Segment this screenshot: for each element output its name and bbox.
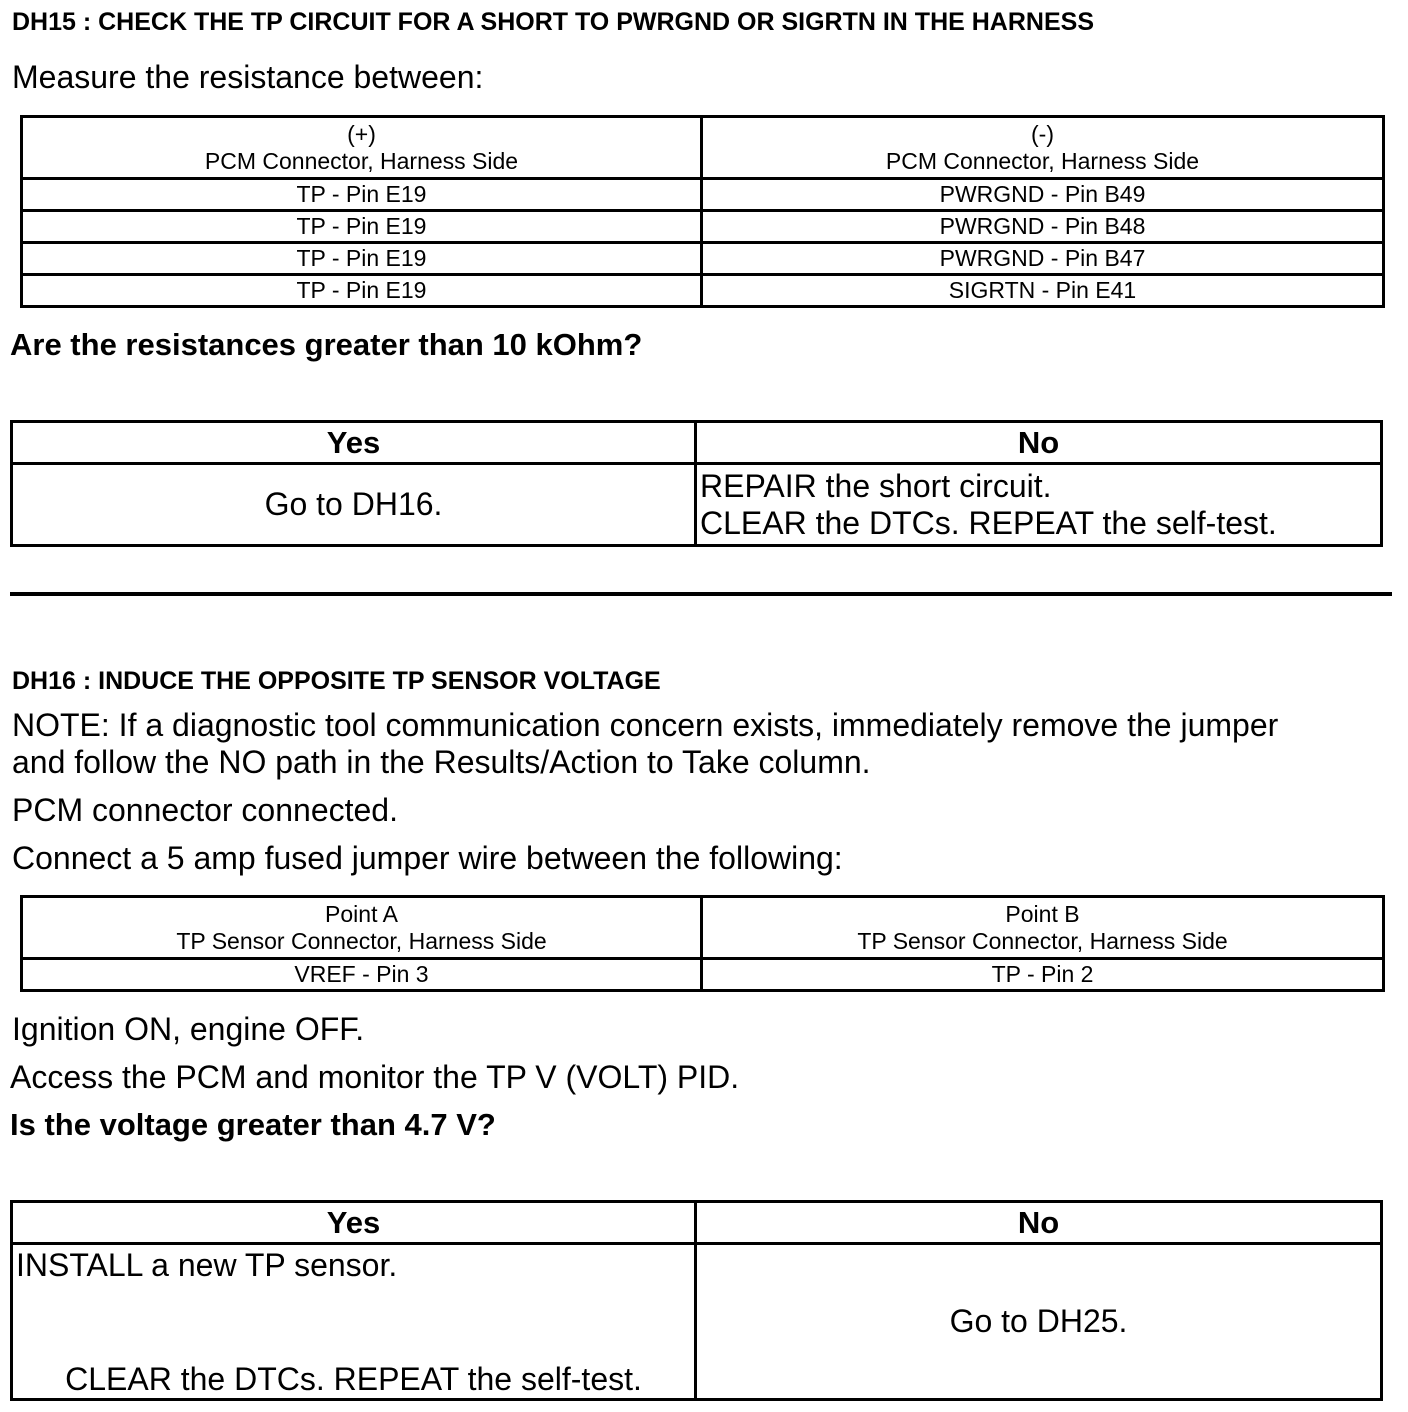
dh16-jumper-table bbox=[20, 895, 1385, 992]
table-cell: SIGRTN - Pin E41 bbox=[702, 275, 1384, 307]
dh15-no-header: No bbox=[696, 422, 1382, 464]
dh15-table-header-row bbox=[22, 117, 1384, 179]
dh15-header-minus bbox=[702, 117, 1384, 179]
dh16-header-point-a-line2: TP Sensor Connector, Harness Side bbox=[176, 927, 547, 954]
table-row bbox=[22, 243, 1384, 275]
dh16-step-monitor: Access the PCM and monitor the TP V (VOLT) PID. bbox=[10, 1059, 740, 1095]
table-cell: TP - Pin E19 bbox=[22, 275, 702, 307]
dh15-header-plus-line2: PCM Connector, Harness Side bbox=[204, 147, 519, 174]
dh16-header-point-b-line2: TP Sensor Connector, Harness Side bbox=[857, 927, 1228, 954]
dh15-header-minus-line2: PCM Connector, Harness Side bbox=[885, 147, 1200, 174]
dh15-intro: Measure the resistance between: bbox=[12, 59, 484, 95]
dh16-table-header-row bbox=[22, 897, 1384, 959]
dh16-result-table bbox=[10, 1200, 1383, 1401]
dh16-result-header-row bbox=[12, 1202, 1382, 1244]
dh16-no-header: No bbox=[696, 1202, 1382, 1244]
dh16-header-point-a bbox=[22, 897, 702, 959]
dh15-question: Are the resistances greater than 10 kOhm? bbox=[10, 327, 643, 362]
dh15-no-action bbox=[696, 464, 1382, 546]
table-cell: TP - Pin E19 bbox=[22, 243, 702, 275]
dh16-header-point-b bbox=[702, 897, 1384, 959]
dh15-no-action-line1: REPAIR the short circuit. bbox=[700, 467, 1052, 504]
dh15-header-plus-line1: (+) bbox=[347, 120, 376, 147]
dh15-yes-action: Go to DH16. bbox=[12, 464, 696, 546]
table-cell: TP - Pin E19 bbox=[22, 179, 702, 211]
table-cell: PWRGND - Pin B48 bbox=[702, 211, 1384, 243]
dh16-note-line2: and follow the NO path in the Results/Action to Take column. bbox=[12, 744, 871, 780]
dh16-heading: DH16 : INDUCE THE OPPOSITE TP SENSOR VOLTAGE bbox=[12, 667, 661, 695]
dh15-yes-header: Yes bbox=[12, 422, 696, 464]
dh16-question: Is the voltage greater than 4.7 V? bbox=[10, 1107, 496, 1142]
dh15-header-minus-line1: (-) bbox=[1031, 120, 1054, 147]
dh16-step-jumper: Connect a 5 amp fused jumper wire between the following: bbox=[12, 840, 843, 876]
table-cell: TP - Pin 2 bbox=[702, 959, 1384, 991]
dh15-no-action-line2: CLEAR the DTCs. REPEAT the self-test. bbox=[700, 504, 1277, 541]
table-cell: TP - Pin E19 bbox=[22, 211, 702, 243]
dh16-header-point-a-line1: Point A bbox=[325, 900, 398, 927]
dh16-yes-action bbox=[12, 1244, 696, 1400]
dh16-step-ignition: Ignition ON, engine OFF. bbox=[12, 1011, 365, 1047]
dh15-measurement-table bbox=[20, 115, 1385, 308]
dh16-yes-header: Yes bbox=[12, 1202, 696, 1244]
table-cell: PWRGND - Pin B47 bbox=[702, 243, 1384, 275]
dh16-no-action: Go to DH25. bbox=[696, 1244, 1382, 1400]
dh16-header-point-b-line1: Point B bbox=[1005, 900, 1080, 927]
table-row bbox=[22, 959, 1384, 991]
table-cell: VREF - Pin 3 bbox=[22, 959, 702, 991]
dh15-header-plus bbox=[22, 117, 702, 179]
dh15-result-table bbox=[10, 420, 1383, 547]
table-row bbox=[22, 179, 1384, 211]
table-row bbox=[22, 211, 1384, 243]
dh16-yes-action-line1: INSTALL a new TP sensor. bbox=[16, 1247, 398, 1283]
table-row bbox=[22, 275, 1384, 307]
dh15-heading: DH15 : CHECK THE TP CIRCUIT FOR A SHORT TO PWRGND OR SIGRTN IN THE HARNESS bbox=[12, 8, 1094, 36]
section-divider bbox=[10, 592, 1392, 596]
table-cell: PWRGND - Pin B49 bbox=[702, 179, 1384, 211]
dh15-result-body-row bbox=[12, 464, 1382, 546]
dh15-result-header-row bbox=[12, 422, 1382, 464]
dh16-step-connector: PCM connector connected. bbox=[12, 792, 398, 828]
dh16-yes-action-line2: CLEAR the DTCs. REPEAT the self-test. bbox=[65, 1361, 642, 1397]
dh16-note-line1: NOTE: If a diagnostic tool communication concern exists, immediately remove the jumper bbox=[12, 707, 1279, 743]
dh16-result-body-row bbox=[12, 1244, 1382, 1400]
